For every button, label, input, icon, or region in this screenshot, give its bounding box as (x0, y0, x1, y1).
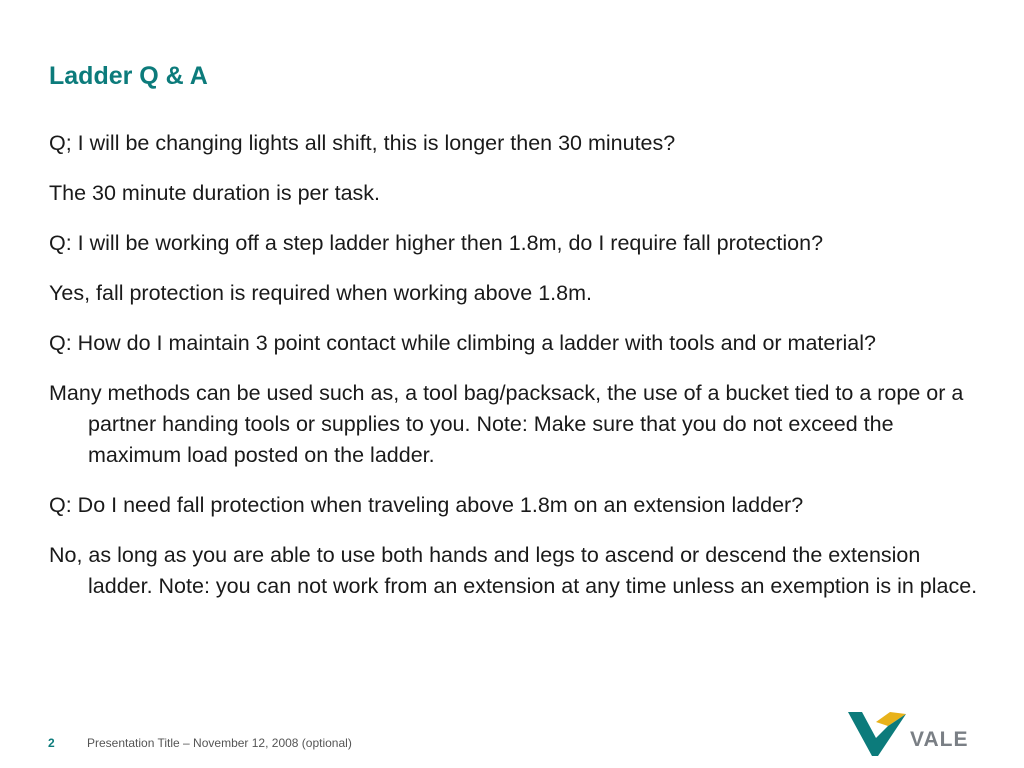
page-number: 2 (48, 736, 55, 750)
vale-logo (846, 708, 976, 758)
answer-3: Many methods can be used such as, a tool bag/packsack, the use of a bucket tied to a rope or a partner handing tools or supplies to you. Note: Make sure that you do not exceed the maximum load posted on the ladder. (49, 381, 964, 467)
question-3: Q: How do I maintain 3 point contact while climbing a ladder with tools and or material? (49, 331, 876, 355)
question-4: Q: Do I need fall protection when traveling above 1.8m on an extension ladder? (49, 493, 804, 517)
vale-logo-icon (846, 708, 906, 758)
answer-1: The 30 minute duration is per task. (49, 181, 381, 205)
question-1: Q; I will be changing lights all shift, this is longer then 30 minutes? (49, 131, 676, 155)
slide-body (49, 128, 989, 621)
footer-text: Presentation Title – November 12, 2008 (optional) (87, 736, 352, 750)
slide-title: Ladder Q & A (49, 62, 208, 90)
answer-2: Yes, fall protection is required when working above 1.8m. (49, 281, 592, 305)
question-2: Q: I will be working off a step ladder higher then 1.8m, do I require fall protection? (49, 231, 824, 255)
logo-wordmark: VALE (910, 728, 969, 751)
answer-4: No, as long as you are able to use both hands and legs to ascend or descend the extension ladder. Note: you can not work from an extension at any time unless an exemption is in place. (49, 543, 978, 598)
